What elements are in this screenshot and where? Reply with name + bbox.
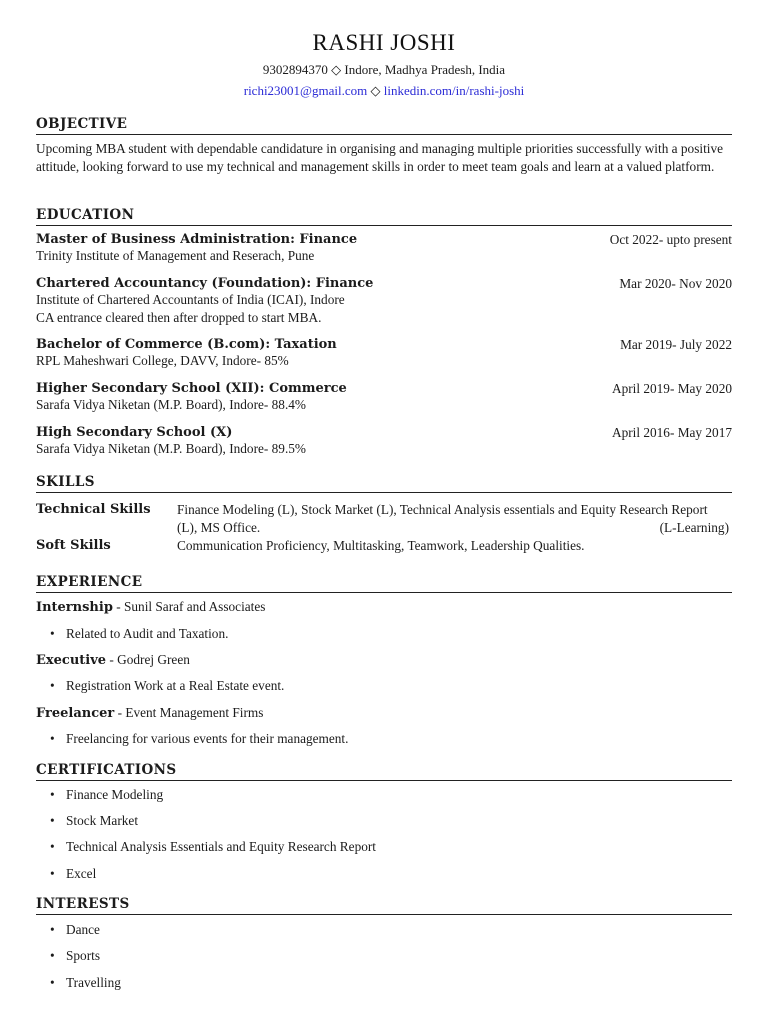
bullet-icon: • [50,813,55,828]
education-date: April 2019- May 2020 [611,381,732,396]
bullet-icon: • [50,922,55,937]
bullet-icon: • [50,678,55,693]
education-date: April 2016- May 2017 [611,425,732,440]
education-detail: Sarafa Vidya Niketan (M.P. Board), Indore- 89.5% [36,441,306,456]
section-title-skills: SKILLS [36,474,732,493]
diamond-separator-icon: ◇ [331,62,342,77]
education-detail: Sarafa Vidya Niketan (M.P. Board), Indore- 88.4% [36,397,306,412]
skill-row-technical [36,501,732,537]
list-item-text: Stock Market [66,813,139,828]
experience-role: Internship [36,600,113,615]
experience-entry [36,599,265,615]
skill-value: Communication Proficiency, Multitasking, Teamwork, Leadership Qualities. [177,538,585,553]
section-title-certifications: CERTIFICATIONS [36,762,732,781]
contact-line-2 [36,83,732,99]
list-item [50,731,348,747]
bullet-icon: • [50,948,55,963]
list-item [50,839,376,855]
list-item-text: Travelling [66,975,121,990]
list-item-text: Sports [66,948,100,963]
list-item [50,626,228,642]
contact-line-1 [36,62,732,78]
phone-number: 9302894370 [262,62,328,77]
experience-org: - Sunil Saraf and Associates [112,599,266,614]
experience-org: - Godrej Green [106,652,190,667]
experience-entry [36,705,263,721]
bullet-icon: • [50,975,55,990]
bullet-icon: • [50,731,55,746]
degree-title: Chartered Accountancy (Foundation): Finance [36,276,374,291]
list-item [50,922,100,938]
education-entry [36,232,732,265]
education-date: Mar 2019- July 2022 [620,337,732,352]
location: Indore, Madhya Pradesh, India [344,62,506,77]
degree-title: Higher Secondary School (XII): Commerce [36,381,347,396]
skill-value: Finance Modeling (L), Stock Market (L), Technical Analysis essentials and Equity Research Report (L), MS Office. [177,502,708,535]
section-title-experience: EXPERIENCE [36,574,732,593]
education-detail: Institute of Chartered Accountants of India (ICAI), Indore [36,292,345,307]
diamond-separator-icon: ◇ [370,83,381,98]
bullet-icon: • [50,839,55,854]
skill-note: (L-Learning) [659,520,729,535]
list-item [50,787,163,803]
linkedin-link[interactable]: linkedin.com/in/rashi-joshi [383,83,525,98]
degree-title: Bachelor of Commerce (B.com): Taxation [36,337,337,352]
list-item-text: Registration Work at a Real Estate event. [66,678,285,693]
candidate-name: RASHI JOSHI [312,30,456,55]
list-item [50,866,96,882]
education-entry [36,337,732,370]
list-item [50,813,138,829]
section-title-interests: INTERESTS [36,896,732,915]
education-date: Oct 2022- upto present [609,232,732,247]
list-item-text: Dance [66,922,100,937]
skill-label: Soft Skills [36,538,111,553]
degree-title: High Secondary School (X) [36,425,233,440]
bullet-icon: • [50,787,55,802]
education-detail: Trinity Institute of Management and Reserach, Pune [36,248,315,263]
skill-label: Technical Skills [36,502,151,517]
bullet-icon: • [50,626,55,641]
education-entry [36,276,732,327]
objective-text: Upcoming MBA student with dependable candidature in organising and managing multiple priorities successfully with a positive attitude, looking forward to use my technical and management skills in order to meet team goals and learn at a valued platform. [36,141,724,174]
list-item-text: Freelancing for various events for their management. [66,731,349,746]
list-item [50,678,284,694]
email-link[interactable]: richi23001@gmail.com [243,83,368,98]
experience-role: Freelancer [36,706,115,721]
education-detail: RPL Maheshwari College, DAVV, Indore- 85% [36,353,289,368]
experience-entry [36,652,190,668]
section-title-education: EDUCATION [36,207,732,226]
experience-role: Executive [36,653,107,668]
list-item-text: Finance Modeling [66,787,164,802]
list-item [50,975,121,991]
bullet-icon: • [50,866,55,881]
education-entry [36,381,732,414]
section-title-objective: OBJECTIVE [36,116,732,135]
list-item-text: Excel [66,866,97,881]
education-detail: CA entrance cleared then after dropped to start MBA. [36,310,322,325]
experience-org: - Event Management Firms [114,705,264,720]
education-entry [36,425,732,458]
list-item-text: Related to Audit and Taxation. [66,626,229,641]
list-item-text: Technical Analysis Essentials and Equity Research Report [66,839,376,854]
education-date: Mar 2020- Nov 2020 [619,276,732,291]
degree-title: Master of Business Administration: Finance [36,232,358,247]
list-item [50,948,100,964]
